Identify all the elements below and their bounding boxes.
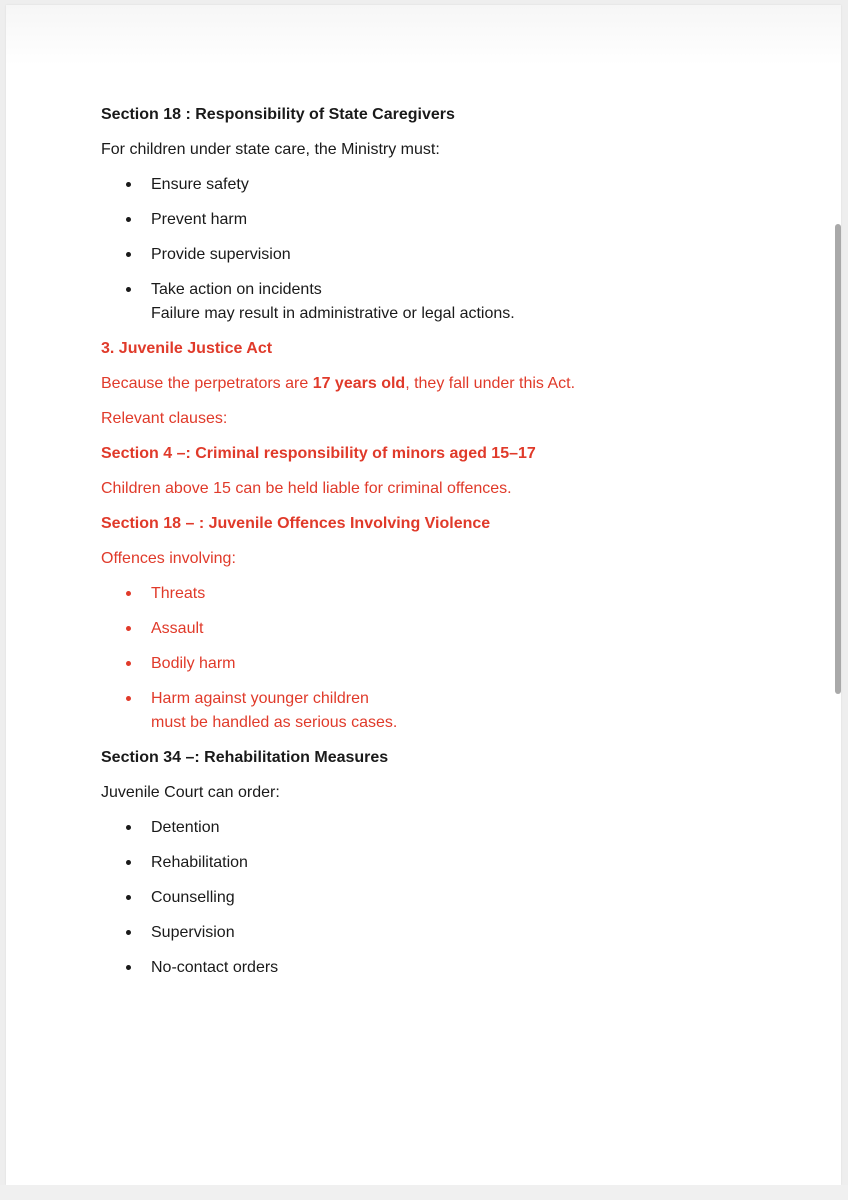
document-content — [101, 97, 801, 985]
list-item: Detention — [101, 810, 801, 845]
bullet-icon — [126, 825, 131, 830]
section-18-violence-note: must be handled as serious cases. — [151, 714, 398, 731]
list-item: Ensure safety — [101, 167, 801, 202]
bullet-icon — [126, 217, 131, 222]
relevant-clauses-label: Relevant clauses: — [101, 410, 228, 427]
list-item: Prevent harm — [101, 202, 801, 237]
juvenile-justice-act-text: Because the perpetrators are 17 years old, they fall under this Act. — [101, 375, 576, 392]
juvenile-justice-act-heading: 3. Juvenile Justice Act — [101, 340, 273, 357]
vertical-scrollbar-thumb[interactable] — [835, 224, 841, 694]
page-top-shade — [6, 5, 841, 65]
list-item: Threats — [101, 576, 801, 611]
list-item: Counselling — [101, 880, 801, 915]
section-4-heading: Section 4 –: Criminal responsibility of minors aged 15–17 — [101, 445, 536, 462]
list-item: Rehabilitation — [101, 845, 801, 880]
section-18-intro: For children under state care, the Ministry must: — [101, 141, 440, 158]
list-item: No-contact orders — [101, 950, 801, 985]
bullet-icon — [126, 626, 131, 631]
bullet-icon — [126, 287, 131, 292]
list-item: Provide supervision — [101, 237, 801, 272]
section-18-note: Failure may result in administrative or legal actions. — [151, 305, 515, 322]
list-item: Assault — [101, 611, 801, 646]
list-item: Supervision — [101, 915, 801, 950]
bullet-icon — [126, 182, 131, 187]
bullet-icon — [126, 661, 131, 666]
list-item: Bodily harm — [101, 646, 801, 681]
bullet-icon — [126, 591, 131, 596]
section-18-violence-intro: Offences involving: — [101, 550, 236, 567]
bullet-icon — [126, 696, 131, 701]
section-34-intro: Juvenile Court can order: — [101, 784, 280, 801]
bullet-icon — [126, 252, 131, 257]
page-gap — [0, 1185, 848, 1200]
bullet-icon — [126, 930, 131, 935]
list-item: Harm against younger children must be handled as serious cases. — [101, 681, 801, 740]
bullet-icon — [126, 895, 131, 900]
section-4-text: Children above 15 can be held liable for criminal offences. — [101, 480, 512, 497]
section-18-heading: Section 18 : Responsibility of State Caregivers — [101, 106, 455, 123]
bullet-icon — [126, 965, 131, 970]
section-34-heading: Section 34 –: Rehabilitation Measures — [101, 749, 389, 766]
section-18-violence-heading: Section 18 – : Juvenile Offences Involving Violence — [101, 515, 491, 532]
bullet-icon — [126, 860, 131, 865]
list-item: Take action on incidents Failure may result in administrative or legal actions. — [101, 272, 801, 331]
